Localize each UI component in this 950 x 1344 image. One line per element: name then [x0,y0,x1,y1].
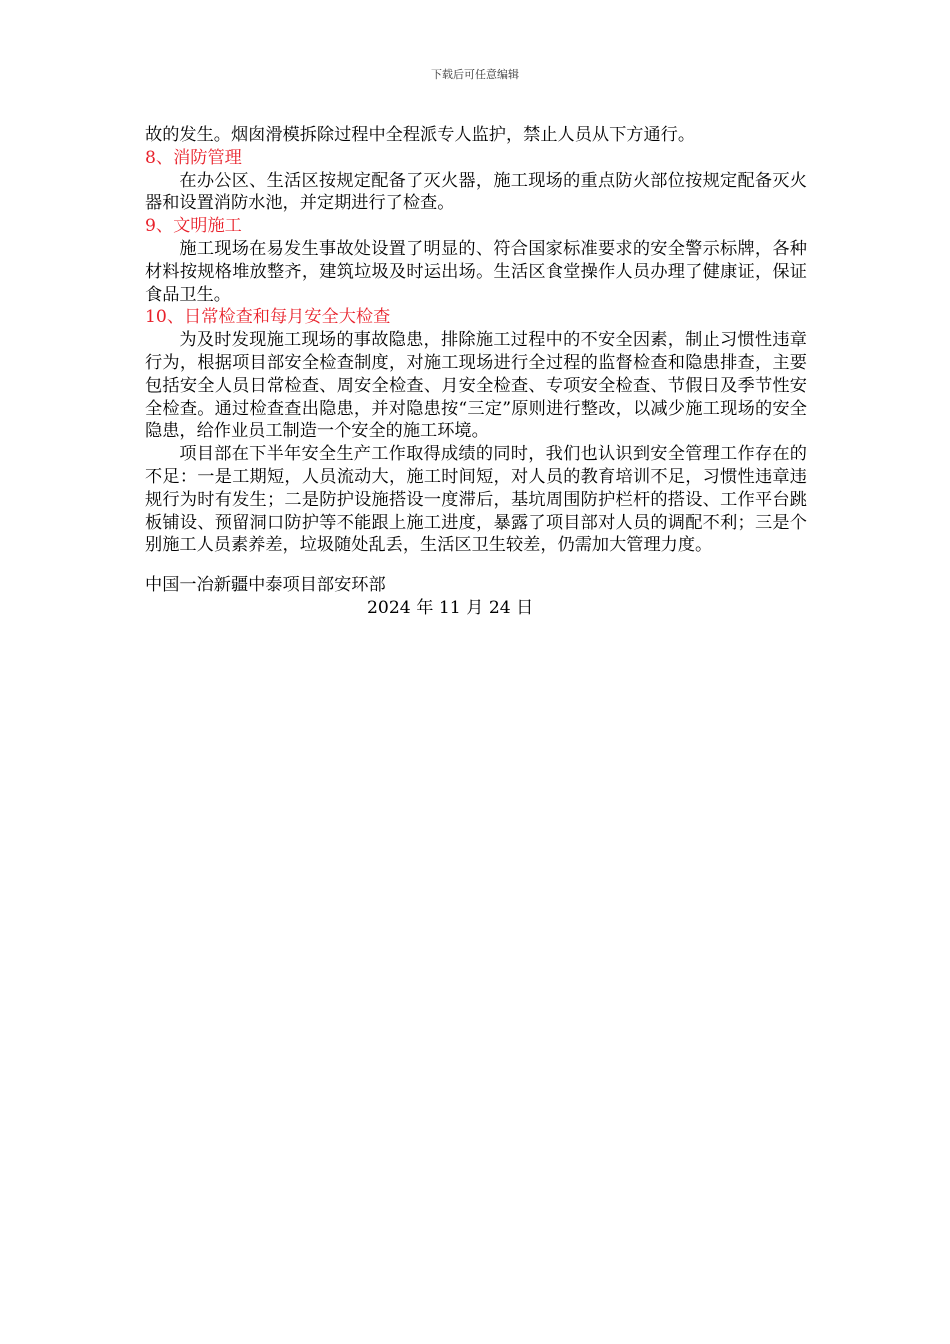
section-9-heading: 9、文明施工 [145,216,242,237]
signature-date: 2024 年 11 月 24 日 [367,597,534,618]
section-8-heading: 8、消防管理 [145,147,242,168]
signature-org: 中国一冶新疆中泰项目部安环部 [145,575,386,596]
spacer [145,557,807,574]
section-8-paragraph: 在办公区、生活区按规定配备了灭火器，施工现场的重点防火部位按规定配备灭火器和设置消防水池，并定期进行了检查。 [145,170,807,214]
section-10-heading: 10、日常检查和每月安全大检查 [145,307,391,328]
section-9-paragraph: 施工现场在易发生事故处设置了明显的、符合国家标准要求的安全警示标牌，各种材料按规格堆放整齐，建筑垃圾及时运出场。生活区食堂操作人员办理了健康证，保证食品卫生。 [145,238,807,305]
summary-paragraph: 项目部在下半年安全生产工作取得成绩的同时，我们也认识到安全管理工作存在的不足：一是工期短，人员流动大，施工时间短，对人员的教育培训不足，习惯性违章违规行为时有发生；二是防护设施搭设一度滞后，基坑周围防护栏杆的搭设、工作平台跳板铺设、预留洞口防护等不能跟上施工进度，暴露了项目部对人员的调配不利；三是个别施工人员素养差，垃圾随处乱丢，生活区卫生较差，仍需加大管理力度。 [145,444,807,556]
document-body [145,124,807,620]
section-10-paragraph: 为及时发现施工现场的事故隐患，排除施工过程中的不安全因素，制止习惯性违章行为，根据项目部安全检查制度，对施工现场进行全过程的监督检查和隐患排查，主要包括安全人员日常检查、周安全检查、月安全检查、专项安全检查、节假日及季节性安全检查。通过检查查出隐患，并对隐患按“三定”原则进行整改，以减少施工现场的安全隐患，给作业员工制造一个安全的施工环境。 [145,330,807,442]
intro-paragraph: 故的发生。烟囱滑模拆除过程中全程派专人监护，禁止人员从下方通行。 [145,125,696,145]
page-header: 下载后可任意编辑 [431,68,519,81]
